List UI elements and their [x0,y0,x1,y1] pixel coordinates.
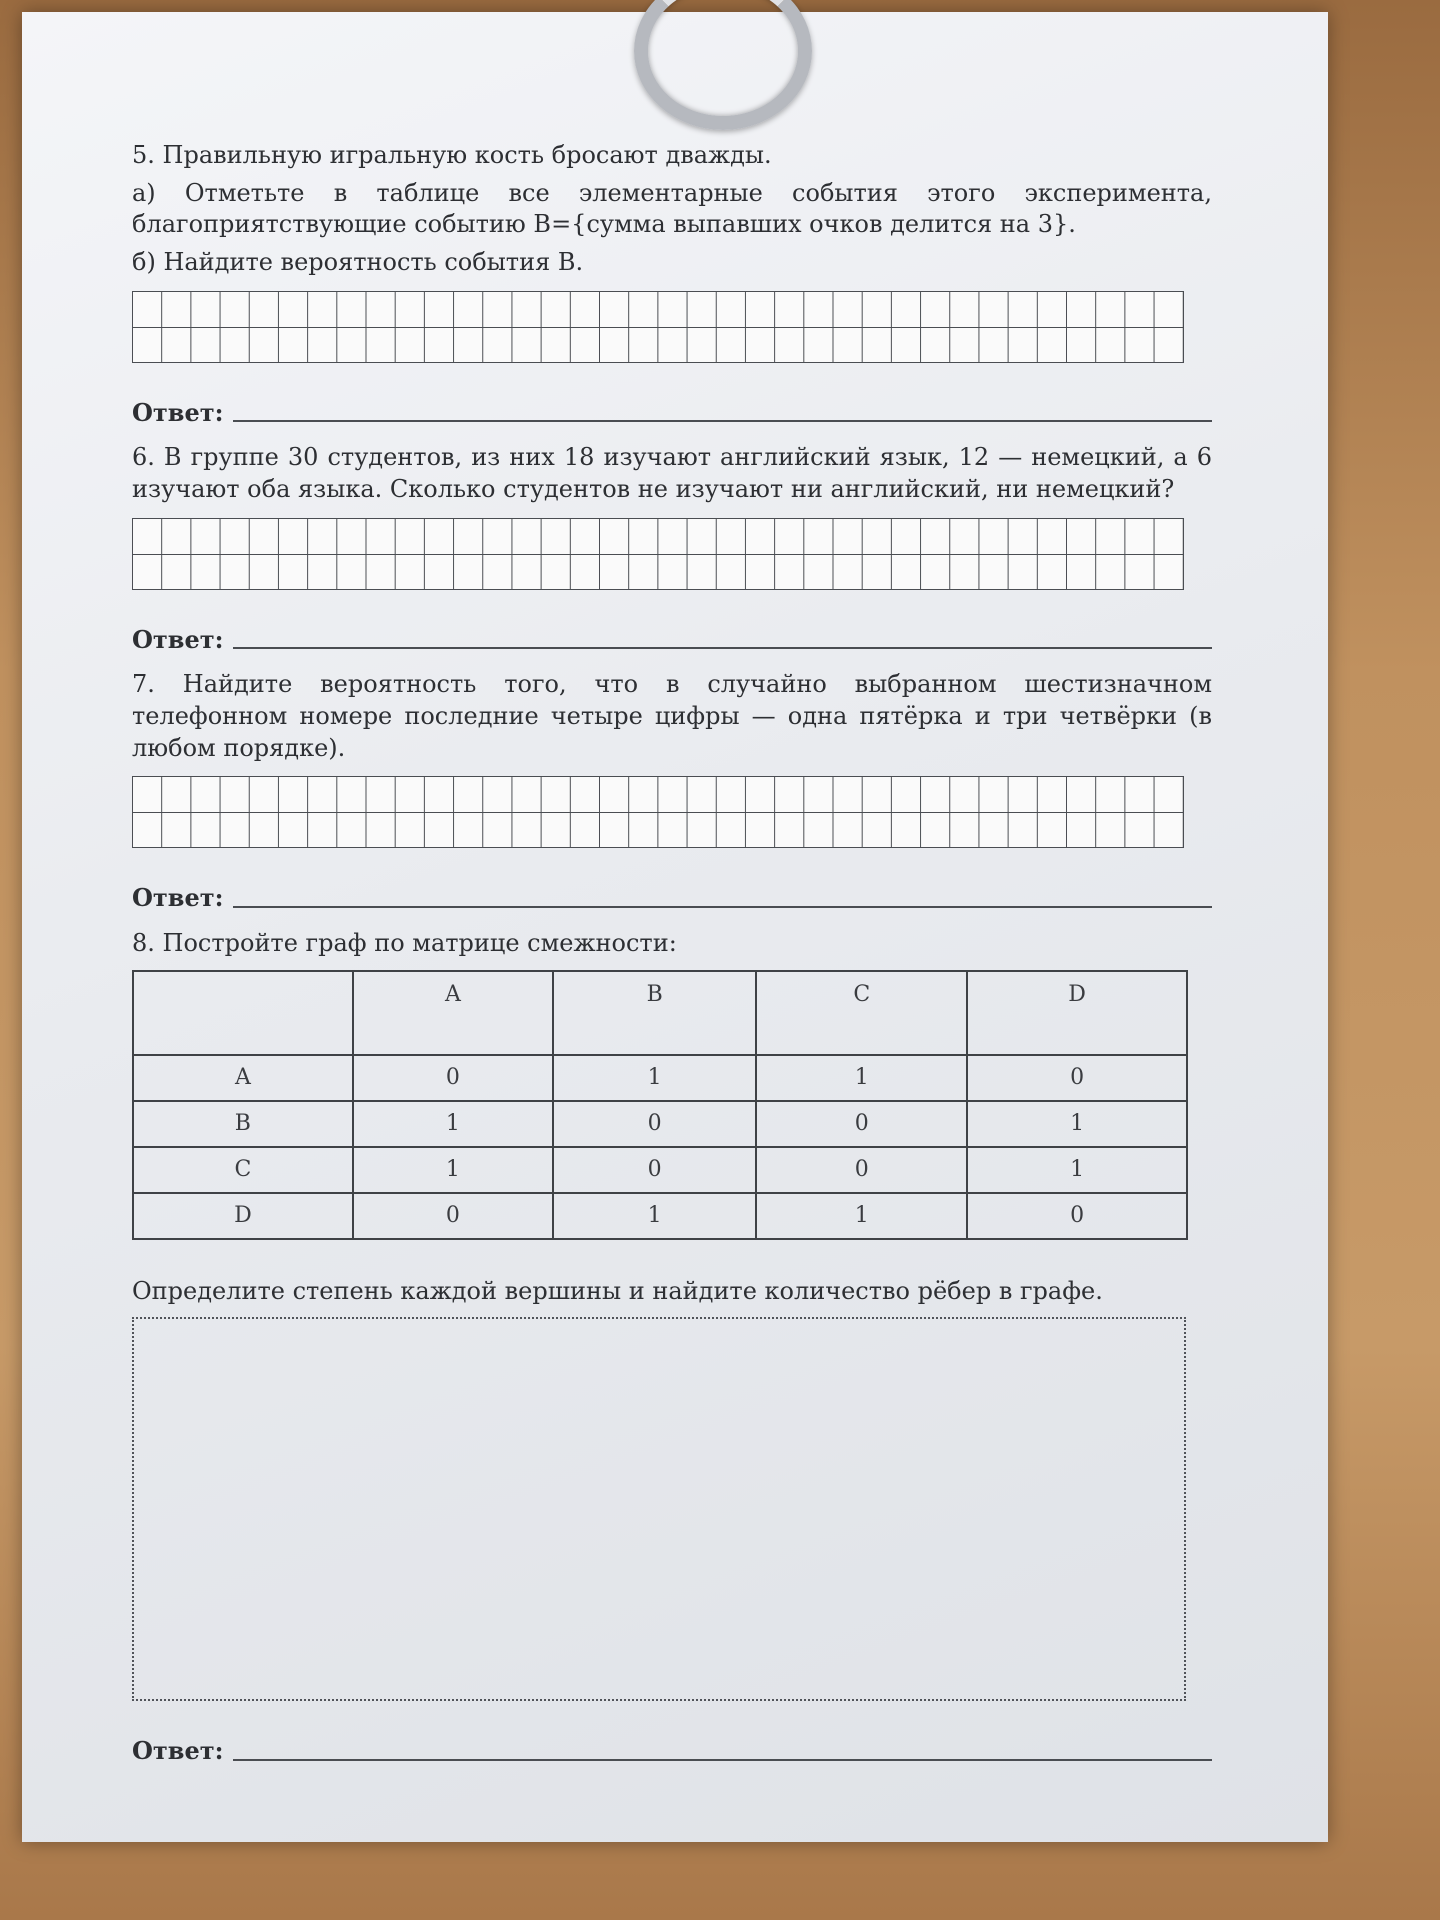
task-5 [132,140,1212,428]
matrix-cell: 0 [967,1193,1187,1239]
matrix-header-row [133,971,1187,1055]
task-6-solution-grid[interactable] [132,518,1184,590]
matrix-row [133,1055,1187,1101]
matrix-cell: 0 [553,1101,756,1147]
task-6-text: 6. В группе 30 студентов, из них 18 изучают английский язык, 12 — немецкий, а 6 изучают оба языка. Сколько студентов не изучают ни английский, ни немецкий? [132,443,1212,504]
task-5-solution-grid[interactable] [132,291,1184,363]
worksheet-content [132,140,1212,1781]
matrix-cell: 0 [553,1147,756,1193]
task-7-solution-grid[interactable] [132,776,1184,848]
matrix-cell: 1 [353,1147,553,1193]
matrix-cell: 0 [756,1101,967,1147]
answer-label: Ответ: [132,624,224,654]
task-5-part-b: б) Найдите вероятность события B. [132,248,584,277]
matrix-col-header: C [756,971,967,1055]
matrix-cell: 1 [967,1147,1187,1193]
task-5-title: 5. Правильную игральную кость бросают дважды. [132,141,772,169]
task-5-part-a: а) Отметьте в таблице все элементарные события этого эксперимента, благоприятствующие событию B={сумма выпавших очков делится на 3}. [132,178,1212,239]
task-8-answer-box[interactable] [132,1317,1186,1701]
matrix-cell: 1 [553,1193,756,1239]
task-8-answer [132,1735,1212,1767]
matrix-cell: 0 [967,1055,1187,1101]
task-7-answer [132,882,1212,914]
matrix-cell: 0 [353,1193,553,1239]
matrix-row-header: B [133,1101,353,1147]
task-6-answer [132,624,1212,656]
matrix-row [133,1147,1187,1193]
matrix-row [133,1193,1187,1239]
task-6 [132,442,1212,655]
matrix-cell: 1 [353,1101,553,1147]
task-7 [132,669,1212,914]
task-8-answer-line[interactable] [233,1757,1212,1761]
matrix-row-header: D [133,1193,353,1239]
matrix-row [133,1101,1187,1147]
answer-label: Ответ: [132,397,224,427]
task-6-answer-line[interactable] [233,645,1212,649]
matrix-corner-cell [133,971,353,1055]
matrix-col-header: A [353,971,553,1055]
task-8-title: 8. Постройте граф по матрице смежности: [132,929,677,958]
answer-label: Ответ: [132,1736,224,1766]
matrix-cell: 1 [756,1055,967,1101]
matrix-col-header: D [967,971,1187,1055]
task-5-answer-line[interactable] [233,418,1212,422]
task-8 [132,928,1212,1767]
matrix-cell: 1 [756,1193,967,1239]
matrix-cell: 1 [553,1055,756,1101]
task-7-answer-line[interactable] [233,904,1212,908]
task-7-text: 7. Найдите вероятность того, что в случайно выбранном шестизначном телефонном номере последние четыре цифры — одна пятёрка и три четвёрки (в любом порядке). [132,670,1212,762]
matrix-col-header: B [553,971,756,1055]
matrix-cell: 0 [353,1055,553,1101]
matrix-cell: 1 [967,1101,1187,1147]
binder-ring [634,0,812,130]
task-5-answer [132,397,1212,429]
worksheet-page [22,12,1328,1842]
matrix-cell: 0 [756,1147,967,1193]
matrix-row-header: C [133,1147,353,1193]
matrix-row-header: A [133,1055,353,1101]
answer-label: Ответ: [132,883,224,913]
task-8-prompt: Определите степень каждой вершины и найдите количество рёбер в графе. [132,1276,1103,1305]
adjacency-matrix [132,970,1188,1240]
